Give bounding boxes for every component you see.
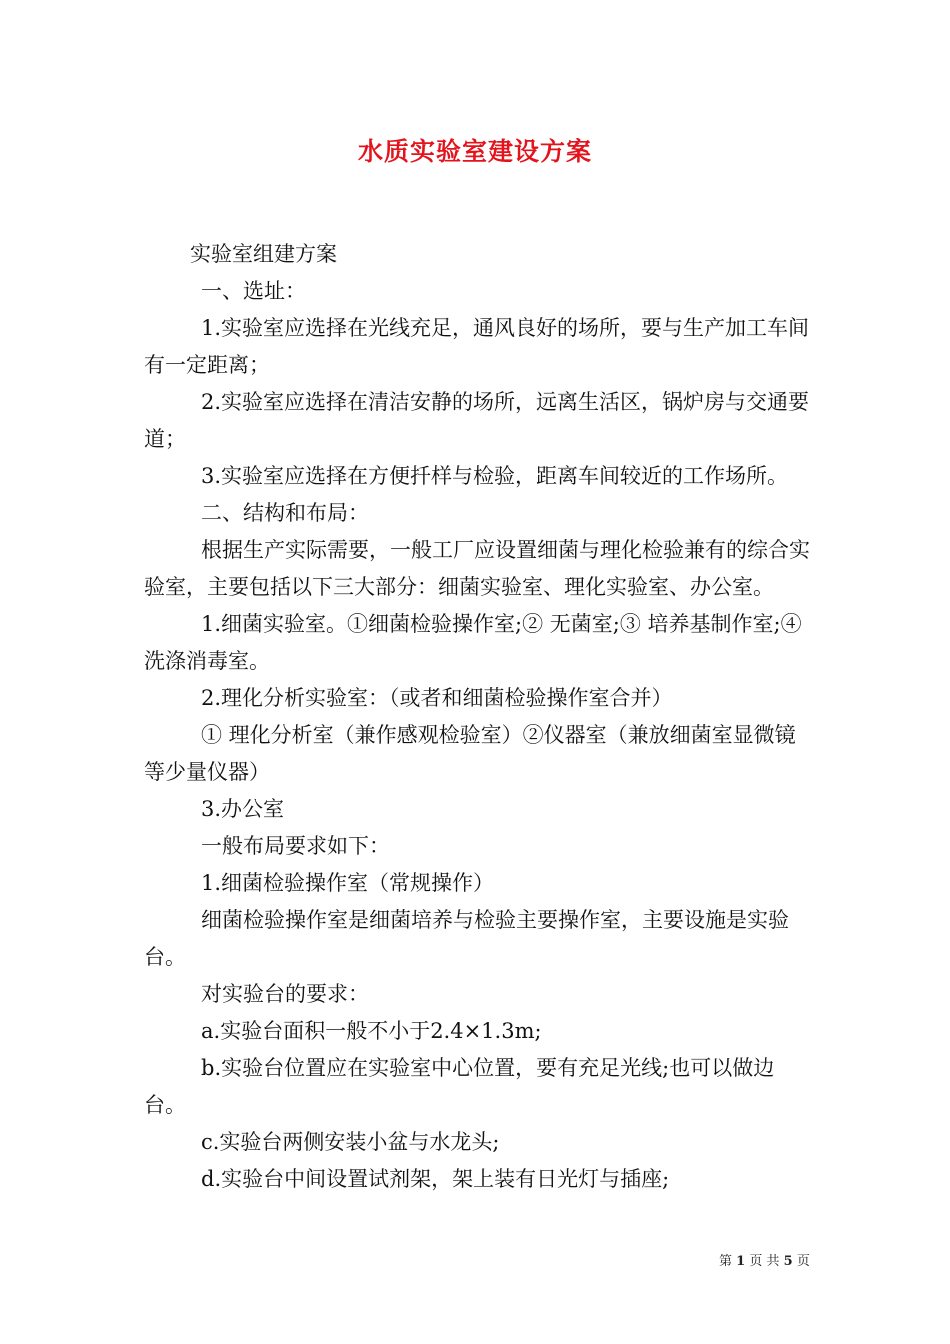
paragraph: 1.细菌检验操作室（常规操作）	[201, 871, 495, 895]
paragraph: d.实验台中间设置试剂架，架上装有日光灯与插座;	[201, 1167, 670, 1191]
paragraph: 2.理化分析实验室：（或者和细菌检验操作室合并）	[201, 686, 673, 710]
paragraph: 一、选址：	[201, 279, 306, 303]
footer-prefix: 第	[719, 1254, 733, 1269]
footer-suffix: 页	[796, 1254, 810, 1269]
paragraph: 对实验台的要求：	[201, 982, 369, 1006]
paragraph: a.实验台面积一般不小于2.4×1.3m;	[201, 1019, 542, 1043]
paragraph: 2.实验室应选择在清洁安静的场所，远离生活区，锅炉房与交通要道；	[144, 390, 810, 451]
footer-total-pages: 5	[783, 1254, 793, 1269]
paragraph: 根据生产实际需要，一般工厂应设置细菌与理化检验兼有的综合实验室，主要包括以下三大部分：细菌实验室、理化实验室、办公室。	[144, 538, 810, 599]
paragraph: 3.办公室	[201, 797, 285, 821]
paragraph: 实验室组建方案	[190, 242, 337, 266]
page-number-footer	[719, 1250, 810, 1269]
paragraph: ① 理化分析室（兼作感观检验室）②仪器室（兼放细菌室显微镜等少量仪器）	[144, 723, 796, 784]
paragraph: b.实验台位置应在实验室中心位置，要有充足光线;也可以做边台。	[144, 1056, 775, 1117]
paragraph: c.实验台两侧安装小盆与水龙头;	[201, 1130, 500, 1154]
paragraph: 3.实验室应选择在方便扦样与检验，距离车间较近的工作场所。	[201, 464, 789, 488]
paragraph: 二、结构和布局：	[201, 501, 369, 525]
paragraph: 1.实验室应选择在光线充足，通风良好的场所，要与生产加工车间有一定距离；	[144, 316, 810, 377]
document-title: 水质实验室建设方案	[357, 137, 592, 166]
footer-page-number: 1	[736, 1254, 746, 1269]
footer-middle: 页 共	[749, 1254, 780, 1269]
document-body	[144, 236, 816, 1198]
paragraph: 1.细菌实验室。①细菌检验操作室;② 无菌室;③ 培养基制作室;④ 洗涤消毒室。	[144, 612, 802, 673]
paragraph: 一般布局要求如下：	[201, 834, 390, 858]
paragraph: 细菌检验操作室是细菌培养与检验主要操作室，主要设施是实验台。	[144, 908, 789, 969]
